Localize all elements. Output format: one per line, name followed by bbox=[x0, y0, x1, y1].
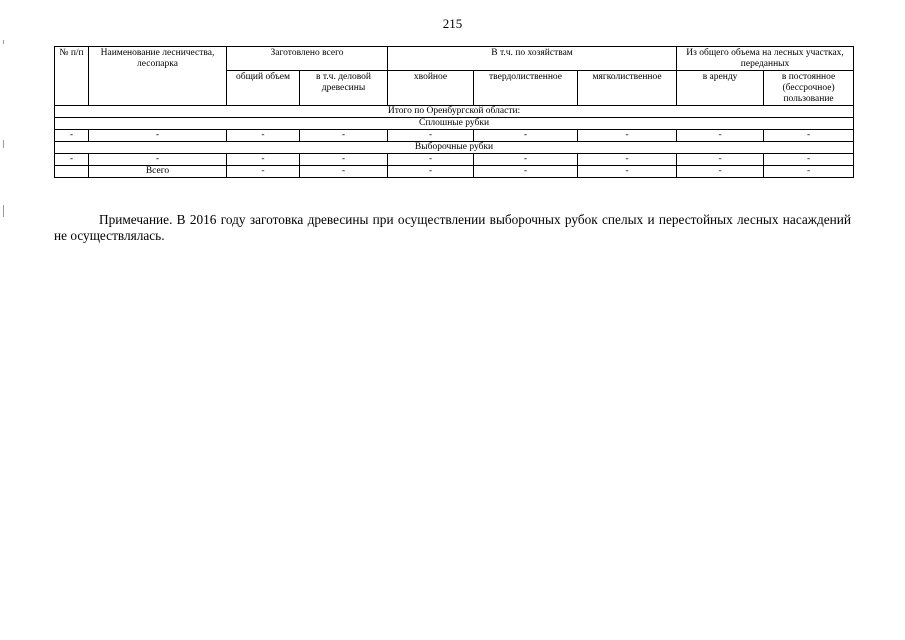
table-cell: - bbox=[677, 130, 764, 142]
table-cell: - bbox=[89, 154, 227, 166]
table-cell: - bbox=[89, 130, 227, 142]
header-commercial: в т.ч. деловой древесины bbox=[300, 71, 388, 106]
table-cell: - bbox=[300, 154, 388, 166]
table-cell: - bbox=[388, 166, 474, 178]
margin-mark bbox=[3, 205, 4, 217]
table-cell: - bbox=[300, 130, 388, 142]
header-total-volume: общий объем bbox=[227, 71, 300, 106]
table-cell: - bbox=[388, 130, 474, 142]
selective-cut-label: Выборочные рубки bbox=[55, 142, 854, 154]
header-by-farm: В т.ч. по хозяйствам bbox=[388, 47, 677, 71]
table-cell: - bbox=[578, 154, 677, 166]
table-cell bbox=[55, 166, 89, 178]
table-cell: - bbox=[474, 166, 578, 178]
table-cell: - bbox=[578, 130, 677, 142]
header-name: Наименование лесничества, лесопарка bbox=[89, 47, 227, 106]
total-label: Всего bbox=[89, 166, 227, 178]
selective-cut-section-row bbox=[55, 142, 854, 154]
total-row bbox=[55, 166, 854, 178]
table-cell: - bbox=[578, 166, 677, 178]
header-hardwood: твердолиственное bbox=[474, 71, 578, 106]
table-cell: - bbox=[227, 130, 300, 142]
table-row bbox=[55, 154, 854, 166]
table-cell: - bbox=[764, 154, 854, 166]
footnote: Примечание. В 2016 году заготовка древесины при осуществлении выборочных рубок спелых и перестойных лесных насаждений не осуществлялась. bbox=[54, 212, 851, 244]
header-harvested-total: Заготовлено всего bbox=[227, 47, 388, 71]
header-row-1 bbox=[55, 47, 854, 71]
margin-mark bbox=[3, 140, 4, 148]
table-cell: - bbox=[474, 130, 578, 142]
header-coniferous: хвойное bbox=[388, 71, 474, 106]
header-permanent: в постоянное (бессрочное) пользование bbox=[764, 71, 854, 106]
table-cell: - bbox=[677, 166, 764, 178]
table-cell: - bbox=[764, 130, 854, 142]
region-total-row bbox=[55, 106, 854, 118]
table-cell: - bbox=[474, 154, 578, 166]
region-total-label: Итого по Оренбургской области: bbox=[55, 106, 854, 118]
table-cell: - bbox=[227, 154, 300, 166]
clear-cut-section-row bbox=[55, 118, 854, 130]
table-cell: - bbox=[677, 154, 764, 166]
table-cell: - bbox=[227, 166, 300, 178]
header-transferred: Из общего объема на лесных участках, переданных bbox=[677, 47, 854, 71]
table-cell: - bbox=[55, 154, 89, 166]
harvest-table bbox=[54, 46, 854, 178]
header-num: № п/п bbox=[55, 47, 89, 106]
header-lease: в аренду bbox=[677, 71, 764, 106]
table-cell: - bbox=[388, 154, 474, 166]
table-row bbox=[55, 130, 854, 142]
page-number: 215 bbox=[442, 16, 463, 31]
clear-cut-label: Сплошные рубки bbox=[55, 118, 854, 130]
table-cell: - bbox=[300, 166, 388, 178]
table-cell: - bbox=[55, 130, 89, 142]
header-softwood: мягколиственное bbox=[578, 71, 677, 106]
table-cell: - bbox=[764, 166, 854, 178]
margin-mark bbox=[3, 40, 4, 44]
